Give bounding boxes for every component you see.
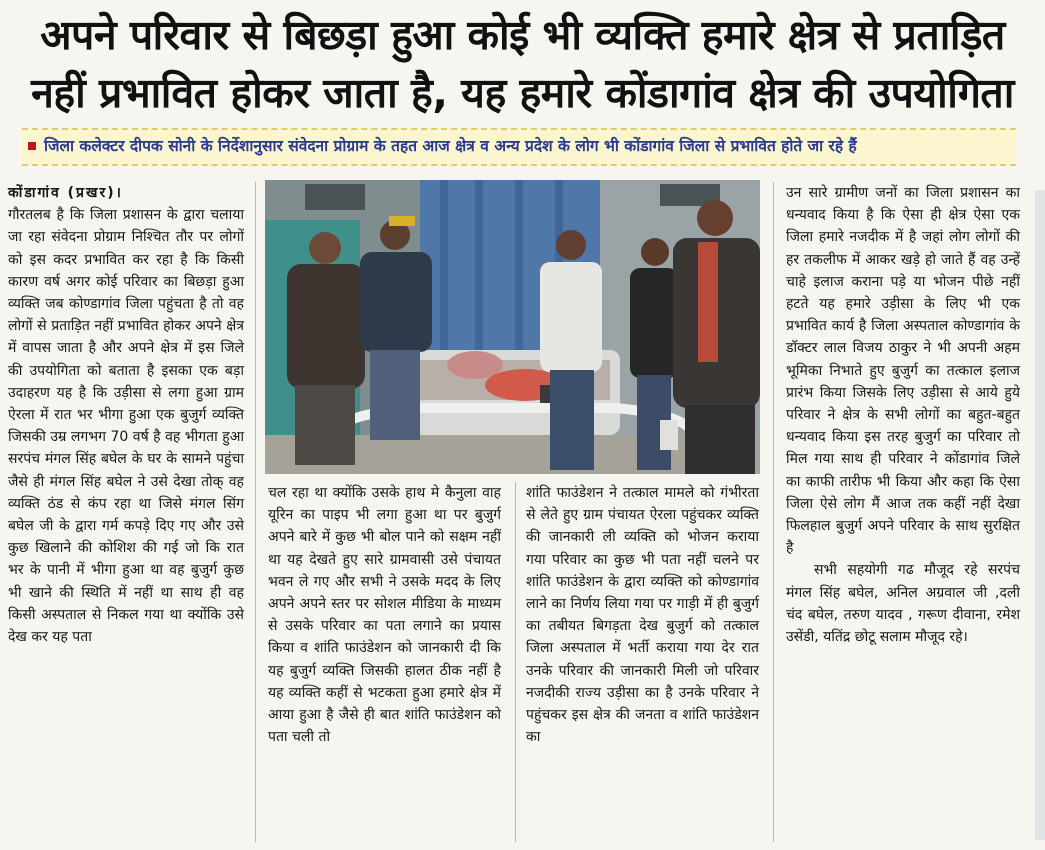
- article-column-4: [786, 182, 1020, 648]
- article-column-3: [526, 482, 759, 748]
- adjacent-page-edge: [1035, 190, 1045, 840]
- column-divider: [515, 482, 516, 842]
- column-divider: [773, 182, 774, 842]
- bullet-square-icon: [28, 142, 36, 150]
- column-4-text: उन सारे ग्रामीण जनों का जिला प्रशासन का धन्यवाद किया है कि ऐसा ही क्षेत्र ऐसा एक जिला हमारे नजदीक में है जहां लोग लोगों की हर तकलीफ में आकर खड़े हो जाते हैं वह उन्हें चाहे इलाज कराना पड़े या भोजन पीछे नहीं हटते यह हमारे उड़ीसा के लिए भी एक प्रभावित कार्य है जिला अस्पताल कोण्डागांव के डॉक्टर लाल विजय ठाकुर ने भी अपनी अहम भूमिका निभाते हुए बुजुर्ग का तत्काल इलाज प्रारंभ किया जिसके लिए उड़ीसा से आये हुये परिवार ने क्षेत्र के सभी लोगों का बहुत-बहुत धन्यवाद किया इस तरह बुजुर्ग का परिवार तो मिल गया साथ ही परिवार ने कोंडागांव जिले का काफी तारीफ भी किया और कहा कि ऐसा जिला ऐसे लोग मैं आज तक कहीं नहीं देखा फिलहाल बुजुर्ग अपने परिवार के साथ सुरक्षित है: [786, 185, 1020, 557]
- column-3-text: शांति फाउंडेशन ने तत्काल मामले को गंभीरता से लेते हुए ग्राम पंचायत ऐरला पहुंचकर व्यक्ति की जानकारी ली व्यक्ति को भोजन कराया गया परिवार का कुछ भी पता नहीं चलने पर शांति फाउंडेशन के द्वारा व्यक्ति को कोण्डागांव लाने का निर्णय लिया गया पर गाड़ी में ही बुजुर्ग का तबीयत बिगड़ता देख बुजुर्ग को तत्काल जिला अस्पताल में भर्ती कराया गया देर रात उनके परिवार की जानकारी मिली जो परिवार नजदीकी राज्य उड़ीसा का है उनके परिवार ने पहुंचकर इस क्षेत्र की जनता व शांति फाउंडेशन का: [526, 485, 759, 746]
- subheadline-text: जिला कलेक्टर दीपक सोनी के निर्देशानुसार संवेदना प्रोग्राम के तहत आज क्षेत्र व अन्य प्रदेश के लोग भी कोंडागांव जिला से प्रभावित होते जा रहे हैं: [44, 137, 857, 155]
- article-column-1: [8, 182, 244, 648]
- column-divider: [255, 182, 256, 842]
- subheadline-box: [22, 128, 1016, 166]
- dateline: कोंडागांव (प्रखर)।: [8, 185, 123, 201]
- headline-line-1: अपने परिवार से बिछड़ा हुआ कोई भी व्यक्ति हमारे क्षेत्र से प्रताड़ित: [40, 11, 1005, 59]
- headline-line-2: नहीं प्रभावित होकर जाता है, यह हमारे कोंडागांव क्षेत्र की उपयोगिता: [31, 69, 1014, 117]
- headline: [0, 6, 1045, 122]
- column-1-text: गौरतलब है कि जिला प्रशासन के द्वारा चलाया जा रहा संवेदना प्रोग्राम निश्चित तौर पर लोगों को इस कदर प्रभावित कर रहा है कि किसी कारण वर्ष अगर कोई परिवार का बिछड़ा हुआ व्यक्ति जब कोण्डागांव जिला पहुंचता है तो वह लोगों से प्रताड़ित नहीं प्रभावित होकर अपने क्षेत्र में वापस जाता है और अपने क्षेत्र में इस जिले की उपयोगिता को बताता है इसका एक बड़ा उदाहरण यह है कि उड़ीसा से लगा हुआ ग्राम ऐरला में रात भर भीगा हुआ एक बुजुर्ग व्यक्ति जिसकी उम्र लगभग 70 वर्ष है वह भीगता हुआ सरपंच मंगल सिंह बघेल के घर के सामने पहुंचा जैसे ही मंगल सिंह बघेल ने उसे देखा तोक् वह व्यक्ति ठंड से कंप रहा था जिसे मंगल सिंग बघेल जी के द्वारा गर्म कपड़े दिए गए और उसे कुछ खिलाने की कोशिश की गई जो कि रात भर के पानी में भीगा हुआ था वह बुजुर्ग कुछ भी खाने की स्थिति में नहीं था साथ ही वह किसी अस्पताल से निकल गया था क्योंकि उसे देख कर यह पता: [8, 207, 244, 646]
- news-photo-hospital: [265, 180, 760, 474]
- column-4-closing-text: सभी सहयोगी गढ मौजूद रहे सरपंच मंगल सिंह बघेल, अनिल अग्रवाल जी ,दली चंद बघेल, तरुण यादव , गरूण दीवाना, रमेश उसेंडी, यतिंद्र छोटू सलाम मौजूद रहे।: [786, 562, 1020, 646]
- column-2-text: चल रहा था क्योंकि उसके हाथ मे कैनुला वाह यूरिन का पाइप भी लगा हुआ था पर बुजुर्ग अपने बारे में कुछ भी बोल पाने को सक्षम नहीं था यह देखते हुए सारे ग्रामवासी उसे पंचायत भवन ले गए और सभी ने उसके मदद के लिए अपने अपने स्तर पर सोशल मीडिया के माध्यम से उसके परिवार का पता लगाने का प्रयास किया व शांति फाउंडेशन को जानकारी दी कि यह बुजुर्ग व्यक्ति जिसकी हालत ठीक नहीं है यह व्यक्ति कहीं से भटकता हुआ हमारे क्षेत्र में आया हुआ है जैसे ही बात शांति फाउंडेशन को पता चली तो: [268, 485, 501, 746]
- article-column-2: [268, 482, 501, 748]
